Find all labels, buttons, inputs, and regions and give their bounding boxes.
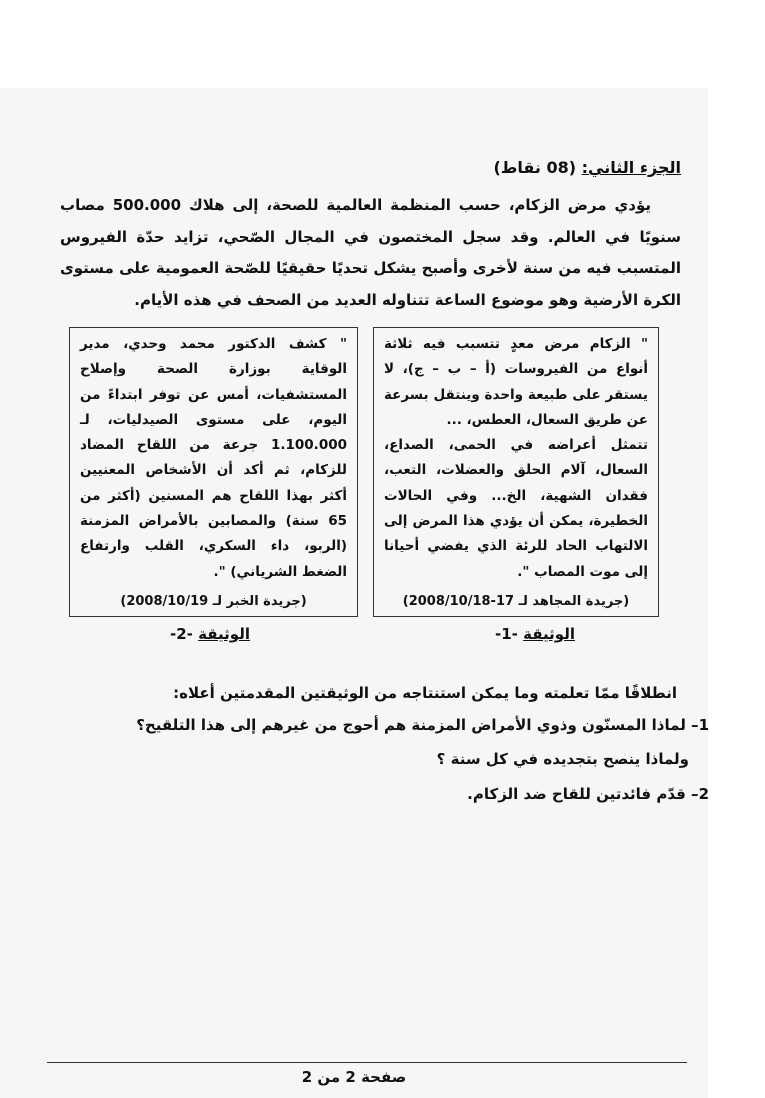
- question-1-followup: ولماذا ينصح بتجديده في كل سنة ؟: [436, 750, 689, 768]
- doc2-source: (جريدة الخبر لـ 2008/10/19): [120, 593, 307, 609]
- top-margin: [0, 0, 765, 88]
- page-number: صفحة 2 من 2: [301, 1068, 407, 1086]
- right-margin: [708, 0, 765, 1098]
- doc2-label-num: -2-: [170, 625, 193, 643]
- section-title: [493, 158, 681, 177]
- doc2-label-word: الوثيقة: [198, 625, 250, 643]
- questions-intro: انطلاقًا ممّا تعلمته وما يمكن استنتاجه من الوثيقتين المقدمتين أعلاه:: [173, 684, 677, 702]
- question-2: 2– قدّم فائدتين للقاح ضد الزكام.: [467, 785, 709, 803]
- doc1-label-word: الوثيقة: [523, 625, 575, 643]
- document-2-box: [69, 327, 358, 617]
- footer-divider: [47, 1062, 687, 1063]
- doc1-label-num: -1-: [495, 625, 518, 643]
- document-1-label: [495, 625, 575, 643]
- intro-text: يؤدي مرض الزكام، حسب المنظمة العالمية للصحة، إلى هلاك 500.000 مصاب سنويًا في العالم. وقد سجل المختصون في المجال الصّحي، تزايد حدّة الفيروس المتسبب فيه من سنة لأخرى وأصبح يشكل تحديًا حقيقيًا للصّحة العمومية على مستوى الكرة الأرضية وهو موضوع الساعة تتناوله العديد من الصحف في هذه الأيام.: [60, 196, 681, 309]
- section-title-prefix: الجزء الثاني:: [581, 158, 681, 177]
- doc1-source: (جريدة المجاهد لـ 17-2008/10/18): [402, 593, 630, 609]
- doc1-para2: تتمثل أعراضه في الحمى، الصداع، السعال، آلام الحلق والعضلات، التعب، فقدان الشهية، الخ... وفي الحالات الخطيرة، يمكن أن يؤدي هذا المرض إلى الالتهاب الحاد للرئة الذي يفضي أحيانا إلى موت المصاب ".: [384, 437, 648, 580]
- document-1-box: [373, 327, 659, 617]
- intro-paragraph: [60, 190, 681, 316]
- doc2-para1: " كشف الدكتور محمد وحدي، مدير الوقاية بوزارة الصحة وإصلاح المستشفيات، أمس عن توفر ابتداءً من اليوم، على مستوى الصيدليات، لـ 1.100.000 جرعة من اللقاح المضاد للزكام، ثم أكد أن الأشخاص المعنيين أكثر بهذا اللقاح هم المسنين (أكثر من 65 سنة) والمصابين بالأمراض المزمنة (الربو، داء السكري، القلب وارتفاع الضغط الشرياني) ".: [80, 336, 347, 580]
- section-points: (08 نقاط): [493, 158, 577, 177]
- question-1: 1– لماذا المسنّون وذوي الأمراض المزمنة هم أحوج من غيرهم إلى هذا التلقيح؟: [136, 716, 709, 734]
- document-2-label: [170, 625, 250, 643]
- doc1-para1: " الزكام مرض معدٍ تتسبب فيه ثلاثة أنواع من الفيروسات (أ – ب – ج)، لا يستقر على طبيعة واحدة وينتقل بسرعة عن طريق السعال، العطس، ...: [384, 336, 648, 428]
